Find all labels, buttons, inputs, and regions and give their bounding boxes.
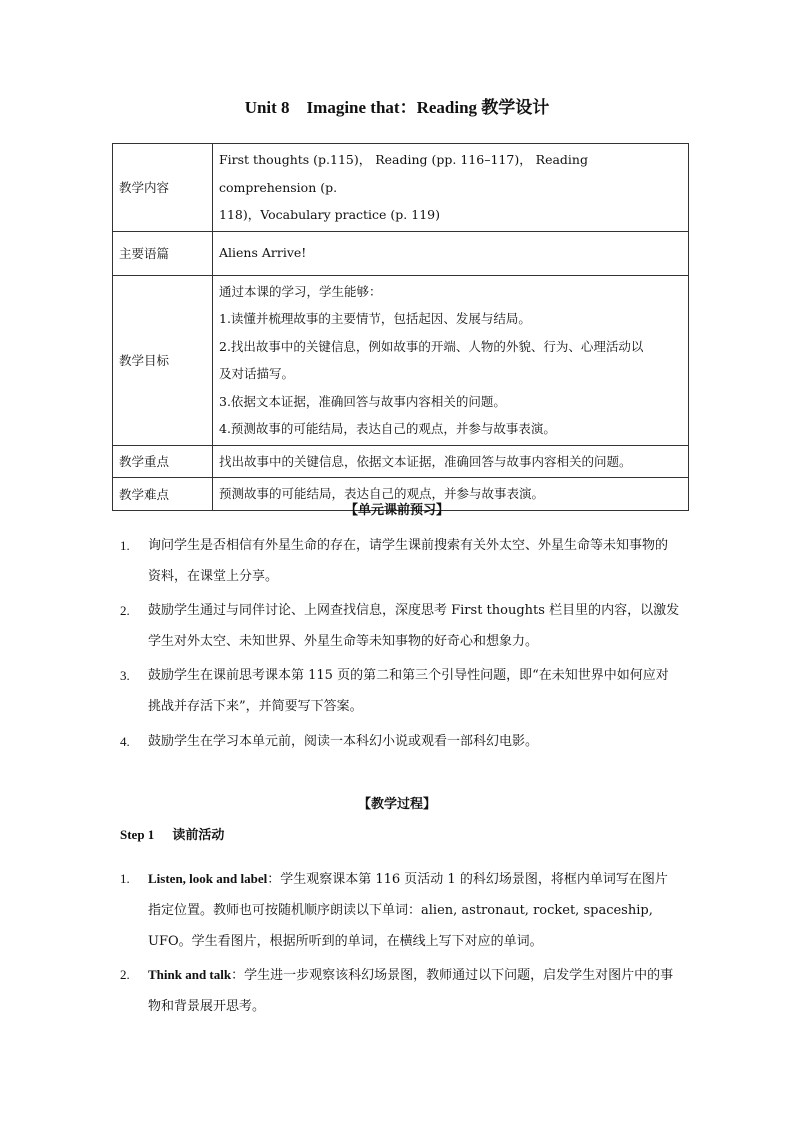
item-number: 1. — [120, 871, 130, 886]
lesson-info-table — [112, 143, 689, 511]
item-text: 询问学生是否相信有外星生命的存在，请学生课前搜索有关外太空、外星生命等未知事物的资料，在课堂上分享。 — [148, 538, 669, 584]
content-line: 118)，Vocabulary practice (p. 119) — [219, 207, 440, 222]
item-number: 2. — [120, 603, 130, 618]
process-heading: 【教学过程】 — [357, 797, 436, 812]
item-text — [148, 959, 680, 1022]
content-line: 2.找出故事中的关键信息，例如故事的开端、人物的外貌、行为、心理活动以 — [219, 338, 644, 354]
content-line: 1.读懂并梳理故事的主要情节，包括起因、发展与结局。 — [219, 311, 531, 326]
table-row — [113, 144, 689, 232]
list-item — [120, 959, 680, 1022]
step-heading — [120, 824, 224, 843]
item-text: 鼓励学生在课前思考课本第 115 页的第二和第三个引导性问题，即“在未知世界中如何应对挑战并存活下来”，并简要写下答案。 — [148, 668, 669, 714]
item-text — [148, 863, 680, 957]
row-label: 教学目标 — [113, 275, 213, 445]
row-label: 教学难点 — [113, 478, 213, 511]
list-item — [120, 530, 680, 592]
list-item — [120, 863, 680, 957]
item-text: 鼓励学生通过与同伴讨论、上网查找信息，深度思考 First thoughts 栏目里的内容，以激发学生对外太空、未知世界、外星生命等未知事物的好奇心和想象力。 — [148, 603, 680, 649]
row-content — [213, 144, 689, 232]
table-row — [113, 231, 689, 275]
activity-name: Listen, look and label — [148, 871, 268, 886]
row-content — [213, 231, 689, 275]
activity-name: Think and talk — [148, 967, 232, 982]
row-label: 主要语篇 — [113, 231, 213, 275]
table-row — [113, 445, 689, 478]
content-line: 3.依据文本证据，准确回答与故事内容相关的问题。 — [219, 393, 506, 409]
row-label: 教学重点 — [113, 445, 213, 478]
item-number: 3. — [120, 668, 130, 683]
list-item — [120, 660, 680, 722]
row-content — [213, 445, 689, 478]
content-line: First thoughts (p.115)， Reading (pp. 116–117)， Reading comprehension (p. — [219, 152, 588, 195]
activity-description: ：学生观察课本第 116 页活动 1 的科幻场景图，将框内单词写在图片指定位置。教师也可按随机顺序朗读以下单词：alien, astronaut, rocket, spaceship, UFO。学生看图片，根据所听到的单词，在横线上写下对应的单词。 — [148, 872, 668, 949]
step-title: 读前活动 — [172, 828, 225, 843]
item-number: 1. — [120, 538, 130, 553]
content-line: 4.预测故事的可能结局，表达自己的观点，并参与故事表演。 — [219, 421, 556, 436]
table-row — [113, 275, 689, 445]
content-line: Aliens Arrive! — [219, 245, 307, 261]
content-line: 预测故事的可能结局，表达自己的观点，并参与故事表演。 — [219, 486, 545, 501]
item-text: 鼓励学生在学习本单元前，阅读一本科幻小说或观看一部科幻电影。 — [148, 734, 539, 749]
step-number: Step 1 — [120, 827, 155, 842]
content-line: 找出故事中的关键信息，依据文本证据，准确回答与故事内容相关的问题。 — [219, 453, 632, 469]
list-item — [120, 595, 680, 657]
activity-description: ：学生进一步观察该科幻场景图，教师通过以下问题，启发学生对图片中的事物和背景展开思考。 — [148, 968, 674, 1014]
item-number: 2. — [120, 967, 130, 982]
row-label: 教学内容 — [113, 144, 213, 232]
row-content — [213, 275, 689, 445]
page-title: Unit 8 Imagine that：Reading 教学设计 — [244, 98, 550, 117]
list-item — [120, 726, 680, 757]
content-line: 通过本课的学习，学生能够： — [219, 283, 382, 299]
content-line: 及对话描写。 — [219, 366, 295, 381]
item-number: 4. — [120, 734, 130, 749]
preview-heading: 【单元课前预习】 — [344, 503, 449, 518]
